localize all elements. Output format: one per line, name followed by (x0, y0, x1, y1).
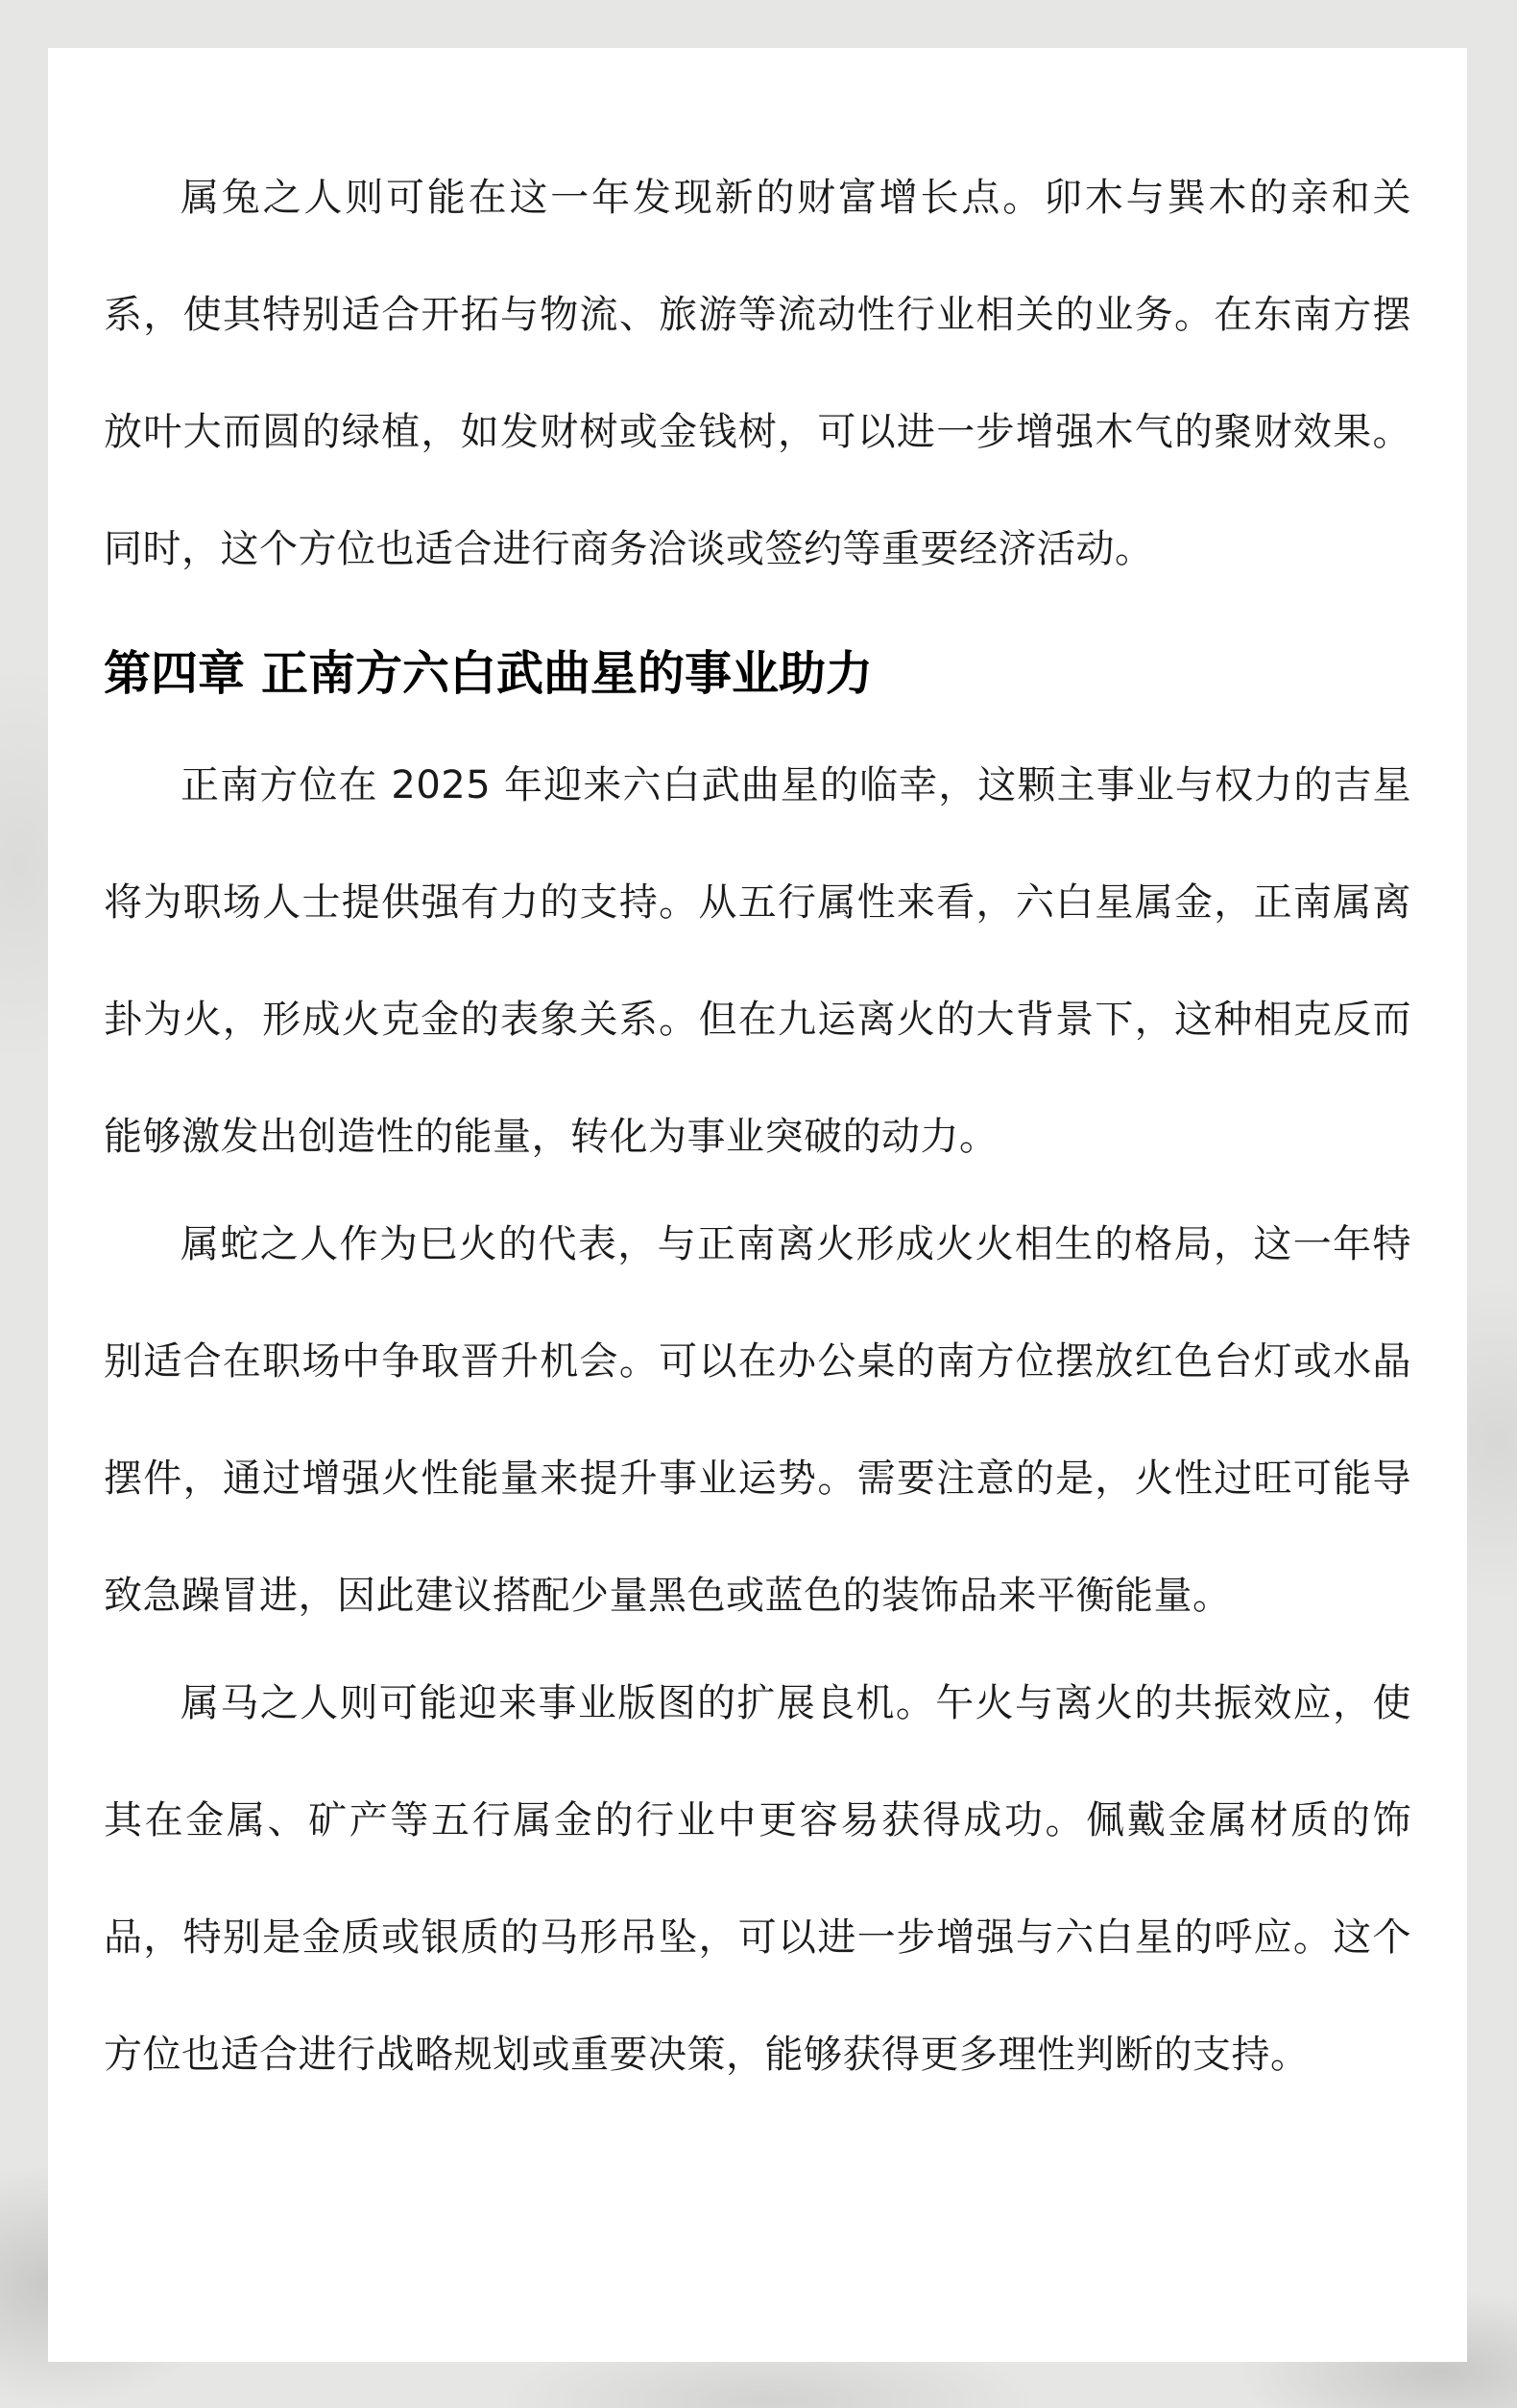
document-page (48, 48, 1467, 2362)
chapter-title: 第四章 正南方六白武曲星的事业助力 (104, 646, 874, 701)
intro-paragraph: 属兔之人则可能在这一年发现新的财富增长点。卯木与巽木的亲和关系，使其特别适合开拓与物流、旅游等流动性行业相关的业务。在东南方摆放叶大而圆的绿植，如发财树或金钱树，可以进一步增强木气的聚财效果。同时，这个方位也适合进行商务洽谈或签约等重要经济活动。 (104, 176, 1411, 571)
paragraph-horse: 属马之人则可能迎来事业版图的扩展良机。午火与离火的共振效应，使其在金属、矿产等五行属金的行业中更容易获得成功。佩戴金属材质的饰品，特别是金质或银质的马形吊坠，可以进一步增强与六白星的呼应。这个方位也适合进行战略规划或重要决策，能够获得更多理性判断的支持。 (104, 1681, 1411, 2077)
paragraph-snake: 属蛇之人作为巳火的代表，与正南离火形成火火相生的格局，这一年特别适合在职场中争取晋升机会。可以在办公桌的南方位摆放红色台灯或水晶摆件，通过增强火性能量来提升事业运势。需要注意的是，火性过旺可能导致急躁冒进，因此建议搭配少量黑色或蓝色的装饰品来平衡能量。 (104, 1222, 1411, 1618)
paragraph-south-direction: 正南方位在 2025 年迎来六白武曲星的临幸，这颗主事业与权力的吉星将为职场人士提供强有力的支持。从五行属性来看，六白星属金，正南属离卦为火，形成火克金的表象关系。但在九运离火的大背景下，这种相克反而能够激发出创造性的能量，转化为事业突破的动力。 (104, 763, 1411, 1159)
